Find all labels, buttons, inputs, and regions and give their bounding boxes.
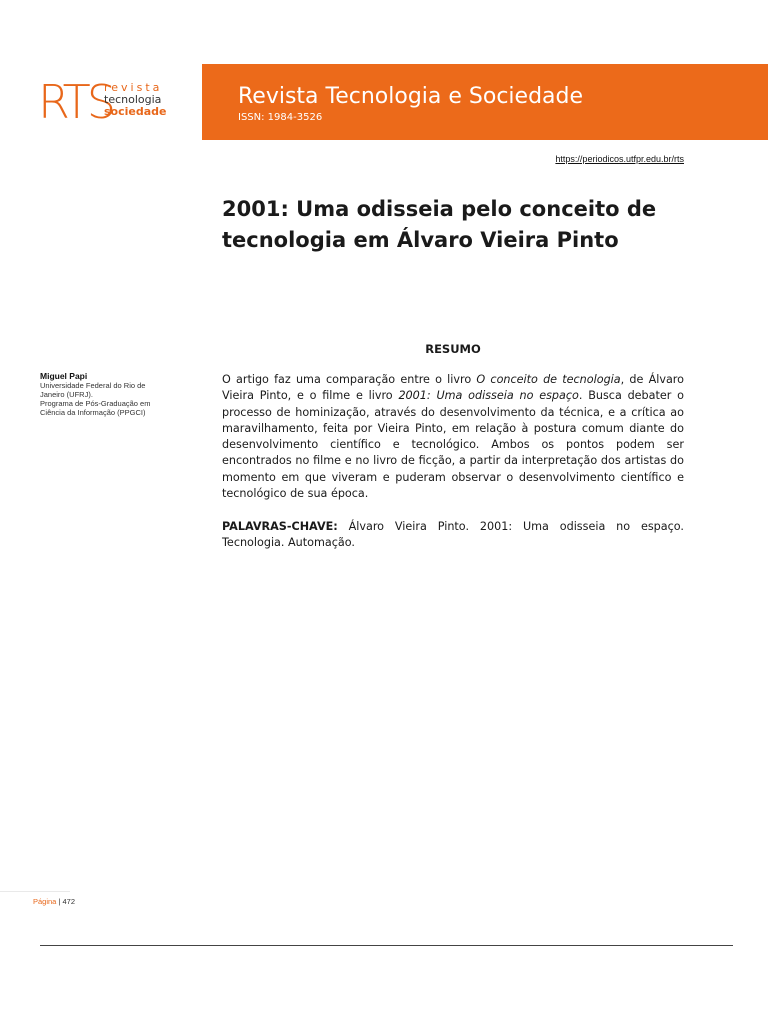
keywords-label: PALAVRAS-CHAVE: (222, 520, 338, 533)
author-name: Miguel Papi (40, 371, 88, 381)
abstract-part: , de Álvaro Vieira Pinto, e o filme e livro (222, 373, 685, 403)
abstract-text (222, 372, 684, 502)
page-label: Página (33, 897, 57, 906)
logo-word-tecnologia: tecnologia (104, 93, 162, 106)
logo-word-revista: revista (104, 81, 163, 94)
logo-wordmark (104, 82, 167, 118)
footer-divider (40, 945, 733, 946)
abstract-heading: RESUMO (425, 342, 481, 356)
article-title: 2001: Uma odisseia pelo conceito de tecnologia em Álvaro Vieira Pinto (222, 197, 657, 252)
keywords (222, 519, 684, 552)
logo-word-sociedade: sociedade (104, 105, 167, 118)
page-number: 472 (62, 897, 75, 906)
journal-issn: ISSN: 1984-3526 (238, 112, 323, 123)
journal-url-link[interactable]: https://periodicos.utfpr.edu.br/rts (555, 154, 684, 164)
abstract-film-title: 2001: Uma odisseia no espaço (398, 389, 579, 403)
abstract-part: . Busca debater o processo de hominização, através do desenvolvimento da técnica, e a crítica ao maravilhamento, feita por Vieira Pinto, em relação à postura comum diante do desenvolvimento científico e tecnológico. Ambos os pontos podem ser encontrados no filme e no livro de ficção, a partir da interpretação dos artistas do momento em que viveram e puderam observar o desenvolvimento científico e tecnológico de sua época. (222, 389, 684, 501)
logo-mark: RTS (38, 75, 112, 129)
journal-banner (202, 64, 768, 140)
abstract-part: O artigo faz uma comparação entre o livro (222, 373, 477, 386)
author-affiliation-program: Programa de Pós-Graduação em Ciência da Informação (PPGCI) (40, 399, 151, 417)
author-affiliation-university: Universidade Federal do Rio de Janeiro (UFRJ). (40, 381, 146, 399)
author-block (40, 372, 170, 417)
page-separator: | (56, 897, 63, 906)
page-number-marker (33, 897, 75, 906)
keywords-list: Álvaro Vieira Pinto. 2001: Uma odisseia no espaço. Tecnologia. Automação. (222, 520, 684, 550)
journal-title: Revista Tecnologia e Sociedade (238, 84, 584, 109)
journal-logo (38, 75, 178, 129)
abstract-book-title: O conceito de tecnologia (476, 373, 621, 386)
page-marker-divider (0, 891, 70, 892)
